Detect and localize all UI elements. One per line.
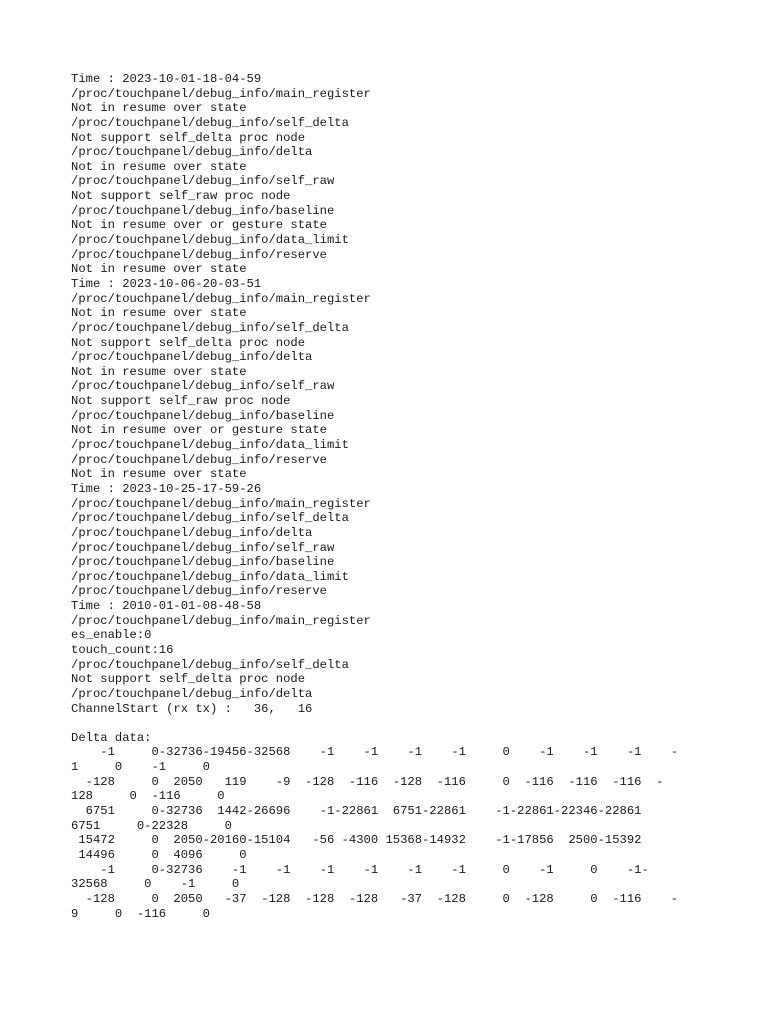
delta-data-row: -128 0 2050 119 -9 -128 -116 -128 -116 0 -116 -116 -116 -: [71, 774, 664, 789]
log-line-path: /proc/touchpanel/debug_info/delta: [71, 525, 313, 540]
log-line-path: /proc/touchpanel/debug_info/data_limit: [71, 233, 349, 248]
log-line-timestamp: Time : 2023-10-01-18-04-59: [71, 72, 262, 86]
delta-data-row-wrap: 14496 0 4096 0: [71, 847, 247, 862]
log-line-status: Not support self_delta proc node: [71, 672, 306, 687]
log-line-path: /proc/touchpanel/debug_info/reserve: [71, 247, 327, 262]
log-line-path: /proc/touchpanel/debug_info/self_delta: [71, 511, 349, 526]
log-line-path: /proc/touchpanel/debug_info/delta: [71, 350, 313, 365]
log-line-timestamp: Time : 2023-10-06-20-03-51: [71, 276, 262, 291]
log-line-path: /proc/touchpanel/debug_info/baseline: [71, 408, 335, 423]
log-line-status: Not in resume over state: [71, 159, 247, 174]
log-line-path: /proc/touchpanel/debug_info/main_register: [71, 86, 371, 101]
log-line-path: /proc/touchpanel/debug_info/self_raw: [71, 540, 335, 555]
delta-data-row-wrap: 9 0 -116 0: [71, 906, 210, 921]
log-line-path: /proc/touchpanel/debug_info/delta: [71, 686, 313, 701]
log-line-status: Not in resume over state: [71, 262, 247, 277]
log-line-status: Not in resume over state: [71, 467, 247, 482]
delta-data-row: -1 0-32736-19456-32568 -1 -1 -1 -1 0 -1 -1 -1 -: [71, 745, 679, 760]
log-line-path: /proc/touchpanel/debug_info/main_register: [71, 496, 371, 511]
log-line-path: /proc/touchpanel/debug_info/self_delta: [71, 657, 349, 672]
delta-data-row: 6751 0-32736 1442-26696 -1-22861 6751-22861 -1-22861-22346-22861: [71, 804, 642, 819]
log-line-status: Not in resume over or gesture state: [71, 218, 327, 233]
log-line-value: touch_count:16: [71, 642, 174, 657]
log-line-status: Not support self_delta proc node: [71, 335, 306, 350]
log-line-blank: [71, 716, 701, 731]
log-line-status: Not support self_delta proc node: [71, 130, 306, 145]
delta-data-row-wrap: 128 0 -116 0: [71, 789, 225, 804]
log-line-path: /proc/touchpanel/debug_info/main_register: [71, 613, 371, 628]
log-line-path: /proc/touchpanel/debug_info/delta: [71, 145, 313, 160]
log-line-status: Not support self_raw proc node: [71, 394, 291, 409]
delta-data-heading: Delta data:: [71, 730, 152, 745]
log-line-status: Not in resume over state: [71, 364, 247, 379]
log-line-path: /proc/touchpanel/debug_info/self_raw: [71, 174, 335, 189]
log-line-timestamp: Time : 2010-01-01-08-48-58: [71, 599, 262, 614]
log-line-path: /proc/touchpanel/debug_info/data_limit: [71, 569, 349, 584]
delta-data-row: 15472 0 2050-20160-15104 -56 -4300 15368-14932 -1-17856 2500-15392: [71, 833, 642, 848]
log-document: [71, 72, 701, 921]
log-line-path: /proc/touchpanel/debug_info/self_delta: [71, 115, 349, 130]
log-line-path: /proc/touchpanel/debug_info/self_raw: [71, 379, 335, 394]
log-line-path: /proc/touchpanel/debug_info/baseline: [71, 203, 335, 218]
delta-data-row-wrap: 1 0 -1 0: [71, 760, 210, 775]
log-line-status: Not in resume over state: [71, 306, 247, 321]
delta-data-row: -1 0-32736 -1 -1 -1 -1 -1 -1 0 -1 0 -1-: [71, 862, 649, 877]
log-line-timestamp: Time : 2023-10-25-17-59-26: [71, 481, 262, 496]
log-line-path: /proc/touchpanel/debug_info/reserve: [71, 584, 327, 599]
log-line-path: /proc/touchpanel/debug_info/main_register: [71, 291, 371, 306]
log-line-value: es_enable:0: [71, 628, 152, 643]
log-line-path: /proc/touchpanel/debug_info/reserve: [71, 452, 327, 467]
delta-data-row: -128 0 2050 -37 -128 -128 -128 -37 -128 0 -128 0 -116 -: [71, 891, 679, 906]
log-line-channel-start: ChannelStart (rx tx) : 36, 16: [71, 701, 313, 716]
log-line-status: Not in resume over state: [71, 101, 247, 116]
log-line-path: /proc/touchpanel/debug_info/data_limit: [71, 438, 349, 453]
log-line-status: Not in resume over or gesture state: [71, 423, 327, 438]
log-line-path: /proc/touchpanel/debug_info/baseline: [71, 555, 335, 570]
log-line-status: Not support self_raw proc node: [71, 189, 291, 204]
delta-data-row-wrap: 32568 0 -1 0: [71, 877, 240, 892]
delta-data-row-wrap: 6751 0-22328 0: [71, 818, 232, 833]
log-line-path: /proc/touchpanel/debug_info/self_delta: [71, 320, 349, 335]
